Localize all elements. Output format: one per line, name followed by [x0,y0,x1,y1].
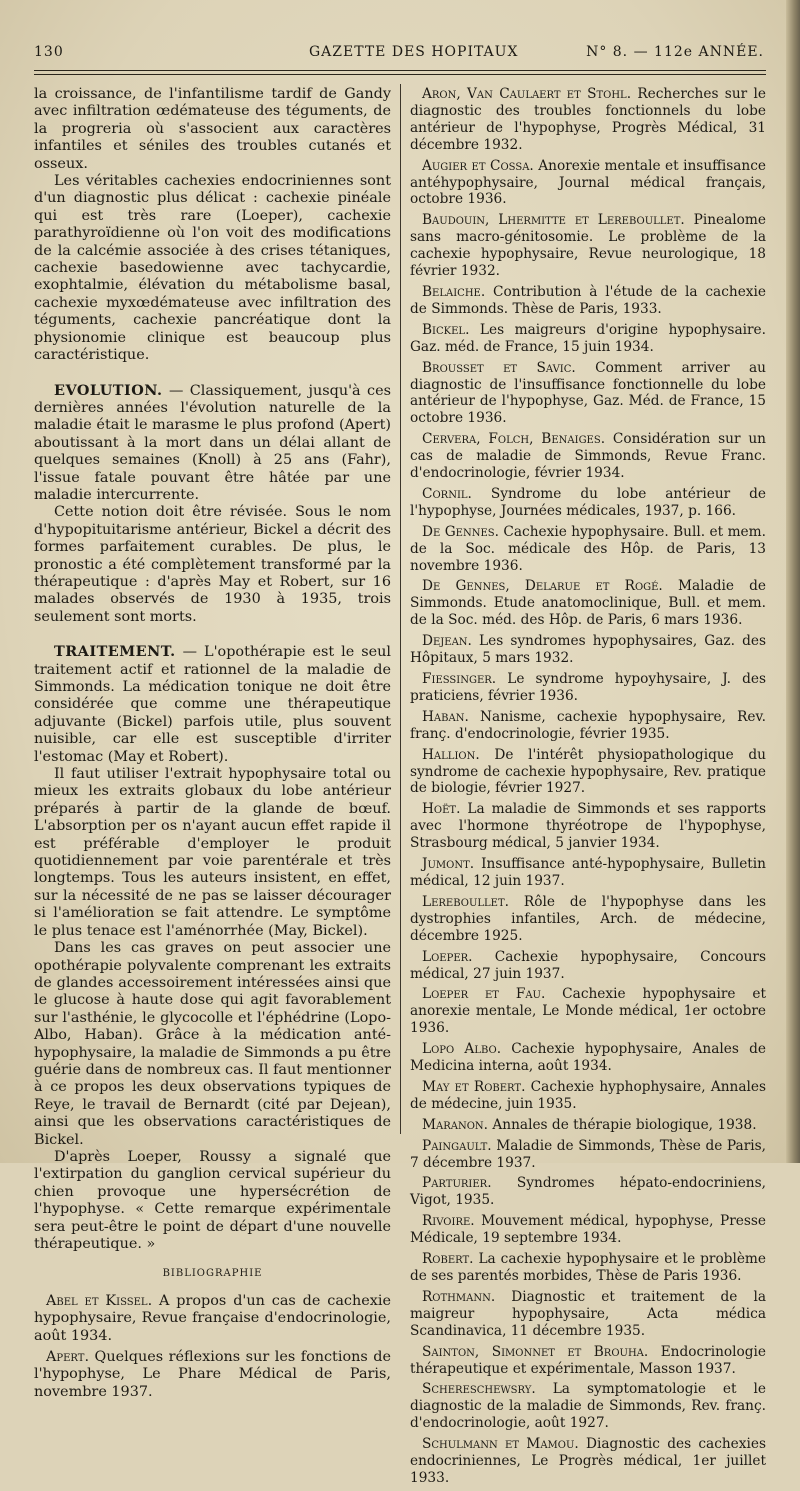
entry-authors: Abel et Kissel. [46,1292,153,1309]
bibliography-entry [410,986,766,1037]
entry-text: La maladie de Simmonds et ses rapports avec l'hormone thyréotrope de l'hypophyse, Strasbourg médical, 5 janvier 1934. [410,801,766,852]
right-column [410,86,766,1491]
journal-title: GAZETTE DES HOPITAUX [309,44,519,60]
entry-text: Cachexie hyphophysaire, Annales de médecine, juin 1935. [410,1078,767,1112]
entry-text: Quelques réflexions sur les fonctions de l'hypophyse, Le Phare Médical de Paris, novembre 1937. [34,1349,391,1400]
entry-authors: De Gennes, Delarue et Rogé. [422,578,663,595]
entry-text: Les maigreurs d'origine hypophysaire. Gaz. méd. de France, 15 juin 1934. [410,321,766,355]
entry-authors: Schereschewsry. [422,1381,536,1398]
bibliography-entry [410,578,766,629]
entry-text: Diagnostic des cachexies endocriniennes, Le Progrès médical, 1er juillet 1933. [410,1436,767,1486]
entry-text: De l'intérêt physiopathologique du syndrome de cachexie hypophysaire, Rev. pratique de biologie, février 1927. [410,746,766,797]
entry-text: La cachexie hypophysaire et le problème de ses parentés morbides, Thèse de Paris 1936. [410,1251,766,1284]
entry-authors: Parturier. [422,1175,492,1192]
section-heading: EVOLUTION. [54,381,163,399]
entry-authors: Augier et Cossa. [422,157,534,174]
bibliography-entry [34,1349,391,1401]
bibliography-entry [410,747,766,798]
bibliography-entry [410,1175,766,1209]
bibliography-entry [410,1344,766,1378]
paragraph: Les véritables cachexies endocriniennes sont d'un diagnostic plus délicat : cachexie pinéale qui est très rare (Loeper), cachexie parathyroïdienne où l'on voit des modifications de la calcémie associée à des crises tétaniques, cachexie basedowienne avec tachycardie, exophtalmie, élévation du métabolisme basal, cachexie myxœdémateuse avec infiltration des téguments, cachexie pancréatique dont la physionomie clinique est beaucoup plus caractéristique. [34,173,391,364]
entry-authors: Rivoire. [422,1213,475,1230]
entry-text: Syndrome du lobe antérieur de l'hypophyse, Journées médicales, 1937, p. 166. [410,485,766,519]
entry-text: Les syndromes hypophysaires, Gaz. des Hôpitaux, 5 mars 1932. [410,633,766,667]
paragraph-text: — L'opothérapie est le seul traitement actif et rationnel de la maladie de Simmonds. La médication tonique ne doit être considérée que comme une thérapeutique adjuvante (Bickel) parfois utile, plus souvent nuisible, car elle est susceptible d'irriter l'estomac (May et Robert). [34,644,391,765]
entry-authors: Loeper. [422,948,473,965]
entry-authors: Baudouin, Lhermitte et Lereboullet. [422,212,685,229]
entry-authors: Cervera, Folch, Benaiges. [422,431,606,448]
bibliography-entry [410,633,766,667]
entry-text: Considération sur un cas de maladie de Simmonds, Revue Franc. d'endocrinologie, février 1934. [410,431,766,482]
entry-text: Anorexie mentale et insuffisance antéhypophysaire, Journal médical français, octobre 1936. [410,157,766,208]
entry-authors: Aron, Van Caulaert et Stohl. [422,86,632,102]
header-rule-top [34,70,766,71]
entry-authors: Loeper et Fau. [422,986,546,1003]
entry-text: Annales de thérapie biologique, 1938. [488,1116,757,1133]
entry-text: Recherches sur le diagnostic des troubles fonctionnels du lobe antérieur de l'hypophyse, Progrès Médical, 31 décembre 1932. [410,86,766,153]
page-header [34,44,764,66]
entry-text: La symptomatologie et le diagnostic de la maladie de Simmonds, Rev. franç. d'endocrinologie, août 1927. [410,1381,766,1432]
bibliography-entry [410,1289,766,1340]
paragraph: la croissance, de l'infantilisme tardif de Gandy avec infiltration œdémateuse des téguments, de la progreria où s'associent aux caractères infantiles et séniles des troubles cutanés et osseux. [34,86,391,172]
page-number: 130 [34,44,64,60]
entry-text: Cachexie hypophysaire et anorexie mentale, Le Monde médical, 1er octobre 1936. [410,986,766,1037]
paragraph: Cette notion doit être révisée. Sous le nom d'hypopituitarisme antérieur, Bickel a décrit des formes parfaitement curables. De plus, le pronostic a été complètement transformé par la thérapeutique : d'après May et Robert, sur 16 malades observés de 1930 à 1935, trois seulement sont morts. [34,504,391,625]
entry-authors: De Gennes. [422,523,499,540]
entry-text: Syndromes hépato-endocriniens, Vigot, 1935. [410,1175,766,1209]
bibliography-entry [410,284,766,318]
bibliography-list-left [34,1293,391,1401]
entry-text: Comment arriver au diagnostic de l'insuffisance fonctionnelle du lobe antérieur de l'hypophyse, Gaz. Méd. de France, 15 octobre 1936. [410,359,766,427]
evolution-section [34,382,391,505]
bibliography-entry [410,1213,766,1247]
bibliography-entry [410,212,766,280]
bibliography-entry [410,894,766,945]
bibliography-entry [34,1293,391,1345]
entry-authors: Fiessinger. [422,671,497,687]
entry-text: Maladie de Simmonds, Thèse de Paris, 7 décembre 1937. [410,1137,766,1171]
header-rule-bottom [34,74,766,75]
entry-authors: Lopo Albo. [422,1041,502,1058]
entry-text: Pinealome sans macro-génitosomie. Le problème de la cachexie hypophysaire, Revue neurologique, 18 février 1932. [410,212,767,280]
bibliography-entry [410,431,766,482]
bibliography-entry [410,856,766,890]
bibliography-entry [410,949,766,983]
entry-text: Rôle de l'hypophyse dans les dystrophies infantiles, Arch. de médecine, décembre 1925. [410,893,766,944]
bibliography-entry [410,86,766,154]
entry-authors: Bickel. [422,321,470,338]
entry-text: Mouvement médical, hypophyse, Presse Médicale, 19 septembre 1934. [410,1213,766,1247]
entry-text: Le syndrome hypoyhysaire, J. des praticiens, février 1936. [410,671,766,704]
entry-text: Contribution à l'étude de la cachexie de Simmonds. Thèse de Paris, 1933. [410,283,766,317]
column-divider [400,84,401,1134]
bibliography-entry [410,1117,766,1134]
entry-text: Cachexie hypophysaire, Anales de Medicina interna, août 1934. [410,1041,766,1075]
bibliography-entry [410,801,766,852]
bibliography-entry [410,1251,766,1285]
entry-authors: Dejean. [422,633,472,650]
bibliography-entry [410,1041,766,1075]
entry-authors: Lereboullet. [422,893,509,910]
page-spine-shadow [786,0,800,1163]
bibliography-entry [410,360,766,428]
bibliography-entry [410,1436,766,1487]
entry-text: Cachexie hypophysaire. Bull. et mem. de la Soc. médicale des Hôp. de Paris, 13 novembre 1936. [410,523,766,574]
entry-authors: Sainton, Simonnet et Brouha. [422,1343,649,1360]
section-heading: TRAITEMENT. [54,643,176,661]
entry-text: Cachexie hypophysaire, Concours médical, 27 juin 1937. [410,948,766,982]
issue-number: N° 8. — 112e ANNÉE. [586,44,764,60]
entry-text: Diagnostic et traitement de la maigreur hypophysaire, Acta médica Scandinavica, 11 décembre 1935. [410,1288,766,1339]
entry-authors: Belaiche. [422,283,486,300]
entry-authors: Jumont. [422,856,475,873]
entry-authors: Brousset et Savic. [422,359,576,376]
entry-authors: Paingault. [422,1137,492,1154]
entry-authors: Maranon. [422,1116,489,1133]
paragraph: Il faut utiliser l'extrait hypophysaire total ou mieux les extraits globaux du lobe antérieur préparés à partir de la glande de bœuf. L'absorption per os n'ayant aucun effet rapide il est préférable d'employer le produit quotidiennement par voie parentérale et très longtemps. Tous les auteurs insistent, en effet, sur la nécessité de ne pas se laisser décourager si l'amélioration se fait attendre. Le symptôme le plus tenace est l'aménorrhée (May, Bickel). [34,766,391,939]
entry-authors: Apert. [46,1349,90,1366]
bibliography-entry [410,524,766,575]
entry-authors: Schulmann et Mamou. [422,1436,579,1453]
entry-authors: Hoët. [422,801,461,818]
entry-authors: Haban. [422,708,469,725]
entry-authors: Hallion. [422,746,480,763]
entry-authors: Rothmann. [422,1288,496,1305]
entry-authors: May et Robert. [422,1078,526,1095]
bibliography-entry [410,1079,766,1113]
paragraph: Dans les cas graves on peut associer une opothérapie polyvalente comprenant les extraits de glandes accessoirement intéressées ainsi que le glucose à haute dose qui agit favorablement sur l'asthénie, le glycocolle et l'éphédrine (Lopo-Albo, Haban). Grâce à la médication anté-hypophysaire, la maladie de Simmonds a pu être guérie dans de nombreux cas. Il faut mentionner à ce propos les deux observations typiques de Reye, le travail de Bernardt (cité par Dejean), ainsi que les observations caractéristiques de Bickel. [34,940,392,1148]
entry-authors: Robert. [422,1251,474,1268]
bibliography-entry [410,1138,766,1172]
bibliography-entry [410,671,766,705]
entry-text: Nanisme, cachexie hypophysaire, Rev. franç. d'endocrinologie, février 1935. [410,708,766,742]
bibliography-entry [410,486,766,520]
bibliography-entry [410,709,766,743]
entry-text: Maladie de Simmonds. Etude anatomoclinique, Bull. et mem. de la Soc. méd. des Hôp. de Paris, 6 mars 1936. [410,578,766,629]
bibliography-title: BIBLIOGRAPHIE [162,1268,263,1280]
entry-text: Insuffisance anté-hypophysaire, Bulletin médical, 12 juin 1937. [410,856,766,889]
bibliography-entry [410,158,766,209]
paragraph: D'après Loeper, Roussy a signalé que l'extirpation du ganglion cervical supérieur du chien provoque une hypersécrétion de l'hypophyse. « Cette remarque expérimentale sera peut-être le point de départ d'une nouvelle thérapeutique. » [34,1148,391,1252]
left-column [34,86,391,1405]
paragraph-text: — Classiquement, jusqu'à ces dernières années l'évolution naturelle de la maladie était le marasme le plus profond (Apert) aboutissant à la mort dans un délai allant de quelques semaines (Knoll) à 25 ans (Fahr), l'issue fatale pouvant être hâtée par une maladie intercurrente. [34,382,391,503]
bibliography-list-right [410,86,766,1487]
entry-authors: Cornil. [422,485,472,502]
entry-text: A propos d'un cas de cachexie hypophysaire, Revue française d'endocrinologie, août 1934. [34,1292,392,1344]
bibliography-entry [410,322,766,356]
bibliography-entry [410,1381,766,1432]
traitement-section [34,643,391,766]
entry-text: Endocrinologie thérapeutique et expérimentale, Masson 1937. [410,1343,767,1377]
